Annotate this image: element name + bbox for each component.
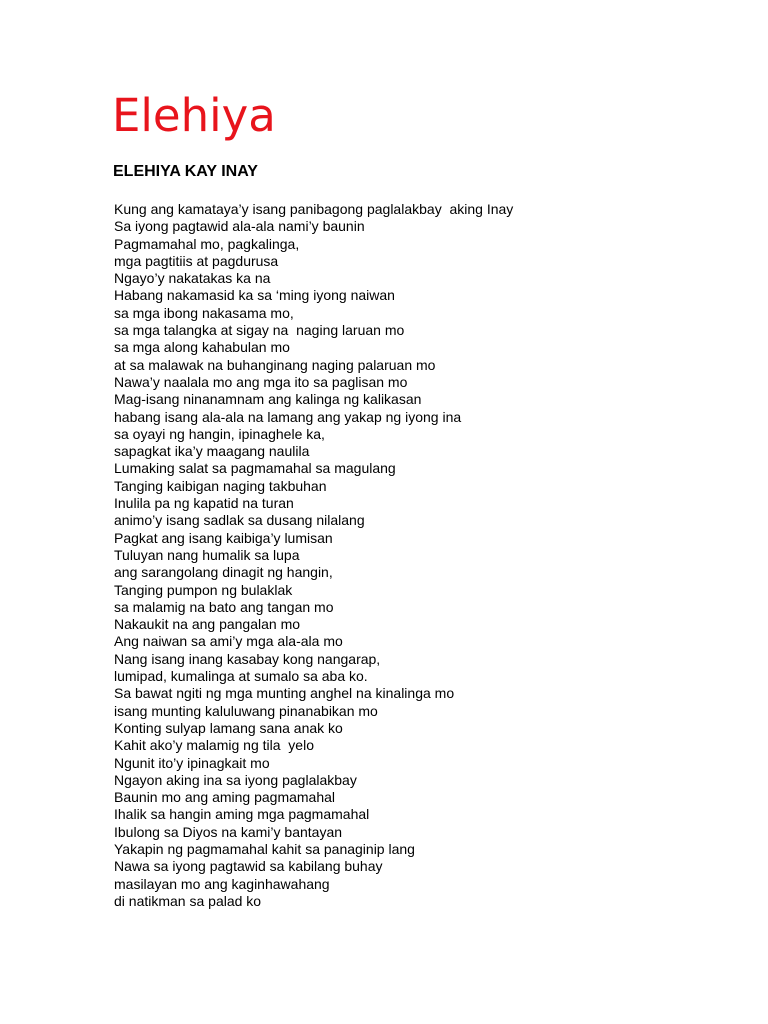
poem-line: sa oyayi ng hangin, ipinaghele ka, [114,425,325,442]
poem-line: Nakaukit na ang pangalan mo [114,616,301,633]
poem-body [114,201,513,910]
poem-line: sa mga ibong nakasama mo, [114,304,294,321]
poem-line: Inulila pa ng kapatid na turan [114,495,294,512]
poem-line: sa mga talangka at sigay na naging laruan mo [114,322,405,339]
poem-line: Habang nakamasid ka sa ‘ming iyong naiwan [114,287,395,304]
poem-line: isang munting kaluluwang pinanabikan mo [114,702,378,719]
poem-line: sa malamig na bato ang tangan mo [114,598,334,615]
poem-line: sa mga along kahabulan mo [114,339,290,356]
poem-line: Kung ang kamataya’y isang panibagong paglalakbay aking Inay [114,201,514,217]
poem-line: sapagkat ika’y maagang naulila [114,443,310,460]
poem-line: Mag-isang ninanamnam ang kalinga ng kalikasan [114,391,422,408]
poem-line: at sa malawak na buhanginang naging palaruan mo [114,356,436,373]
poem-line: Tanging pumpon ng bulaklak [114,581,293,598]
poem-line: lumipad, kumalinga at sumalo sa aba ko. [114,668,368,685]
poem-line: Sa iyong pagtawid ala-ala nami’y baunin [114,218,365,235]
poem-line: Ibulong sa Diyos na kami’y bantayan [114,823,343,840]
poem-line: Nawa sa iyong pagtawid sa kabilang buhay [114,858,383,875]
poem-line: Ihalik sa hangin aming mga pagmamahal [114,806,370,823]
document-title: Elehiya [112,89,276,142]
poem-line: Ngayo’y nakatakas ka na [114,270,271,287]
poem-title: ELEHIYA KAY INAY [113,163,258,180]
poem-line: Kahit ako’y malamig ng tila yelo [114,737,314,754]
poem-line: Pagmamahal mo, pagkalinga, [114,235,300,252]
poem-line: Nang isang inang kasabay kong nangarap, [114,650,381,667]
poem-line: Tanging kaibigan naging takbuhan [114,477,327,494]
poem-line: mga pagtitiis at pagdurusa [114,252,279,269]
poem-line: Pagkat ang isang kaibiga’y lumisan [114,529,333,546]
poem-line: Ang naiwan sa ami’y mga ala-ala mo [114,633,343,650]
poem-line: Ngunit ito’y ipinagkait mo [114,754,270,771]
poem-line: di natikman sa palad ko [114,892,262,909]
poem-line: animo’y isang sadlak sa dusang nilalang [114,512,365,529]
poem-line: Ngayon aking ina sa iyong paglalakbay [114,771,357,788]
poem-line: Baunin mo ang aming pagmamahal [114,789,336,806]
poem-line: Sa bawat ngiti ng mga munting anghel na kinalinga mo [114,685,455,702]
poem-line: Konting sulyap lamang sana anak ko [114,719,343,736]
poem-line: ang sarangolang dinagit ng hangin, [114,564,333,581]
poem-line: Tuluyan nang humalik sa lupa [114,546,300,563]
poem-line: habang isang ala-ala na lamang ang yakap ng iyong ina [114,408,462,425]
poem-line: Yakapin ng pagmamahal kahit sa panaginip lang [114,840,415,857]
poem-line: Lumaking salat sa pagmamahal sa magulang [114,460,396,477]
poem-line: Nawa’y naalala mo ang mga ito sa paglisan mo [114,373,408,390]
poem-line: masilayan mo ang kaginhawahang [114,875,330,892]
